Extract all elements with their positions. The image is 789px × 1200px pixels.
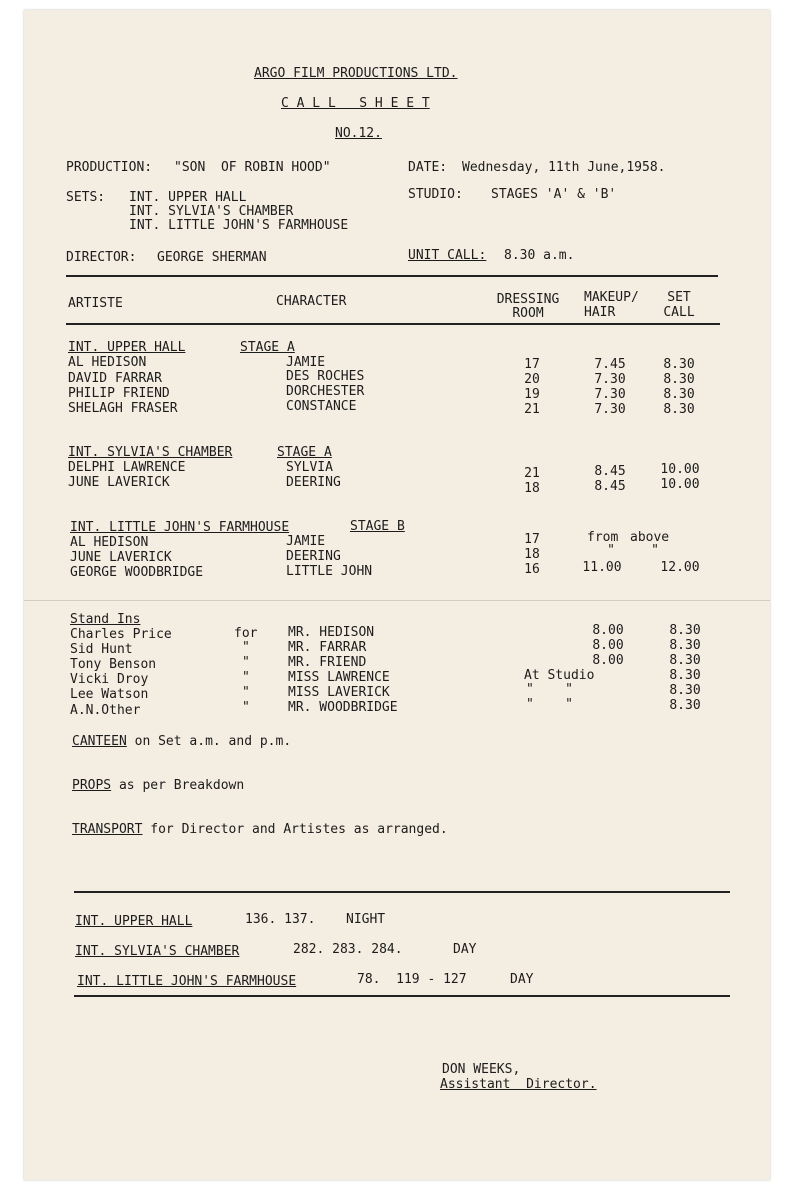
column-header-call: CALL [663, 305, 695, 320]
column-header-dressing: DRESSING [496, 292, 560, 307]
group-stage: STAGE B [350, 519, 405, 534]
dressing-room: 17 [524, 357, 540, 372]
group-heading: INT. SYLVIA'S CHAMBER [68, 445, 233, 460]
column-header-makeup: MAKEUP/ [584, 290, 639, 305]
signature-title: Assistant Director. [440, 1077, 597, 1092]
set-call-time: 8.30 [669, 668, 701, 683]
scene-numbers: 78. 119 - 127 [357, 972, 467, 987]
makeup-time: 8.00 [592, 623, 624, 638]
company-name: ARGO FILM PRODUCTIONS LTD. [254, 66, 458, 81]
scene-numbers: 136. 137. [245, 912, 316, 927]
note-text: on Set a.m. and p.m. [126, 734, 292, 749]
studio-value: STAGES 'A' & 'B' [491, 187, 617, 202]
character-name: JAMIE [286, 534, 326, 549]
scene-set: INT. LITTLE JOHN'S FARMHOUSE [77, 974, 297, 989]
note-canteen [72, 735, 291, 749]
makeup-time: 8.00 [592, 638, 624, 653]
column-header-room: ROOM [512, 306, 544, 321]
studio-label: STUDIO: [408, 187, 463, 202]
group-heading: INT. LITTLE JOHN'S FARMHOUSE [70, 520, 290, 535]
makeup-time: 8.45 [594, 464, 626, 479]
scene-time: DAY [453, 942, 477, 957]
character-name: SYLVIA [286, 460, 333, 475]
makeup-time: from [587, 530, 619, 545]
artiste-name: PHILIP FRIEND [68, 386, 170, 401]
set-call-time: 8.30 [663, 387, 695, 402]
date-label: DATE: [408, 160, 448, 175]
dressing-room: 17 [524, 532, 540, 547]
stand-in-target: MISS LAWRENCE [288, 670, 390, 685]
column-header-artiste: ARTISTE [68, 296, 123, 311]
artiste-name: DAVID FARRAR [68, 371, 162, 386]
set-call-time: 10.00 [660, 462, 700, 477]
sets-label: SETS: [66, 190, 106, 205]
set-call-time: 8.30 [663, 402, 695, 417]
set-call-time: 12.00 [660, 560, 700, 575]
set-call-time: 8.30 [669, 683, 701, 698]
dressing-room: 21 [524, 466, 540, 481]
group-stage: STAGE A [277, 445, 332, 460]
set-call-time: above [630, 530, 670, 545]
stand-in-name: A.N.Other [70, 703, 141, 718]
divider-line [66, 275, 718, 277]
dressing-room: 18 [524, 547, 540, 562]
set-item: INT. SYLVIA'S CHAMBER [129, 204, 294, 219]
artiste-name: JUNE LAVERICK [68, 475, 170, 490]
set-item: INT. LITTLE JOHN'S FARMHOUSE [129, 218, 349, 233]
set-call-time: 8.30 [669, 653, 701, 668]
artiste-name: GEORGE WOODBRIDGE [70, 565, 204, 580]
ditto-mark: " [242, 655, 250, 670]
dressing-room: 16 [524, 562, 540, 577]
group-stage: STAGE A [240, 340, 295, 355]
ditto-mark: " " [526, 697, 573, 712]
character-name: CONSTANCE [286, 399, 357, 414]
dressing-room: 18 [524, 481, 540, 496]
sheet-number: NO.12. [335, 126, 382, 141]
ditto-mark: " [242, 670, 250, 685]
set-call-time: 8.30 [669, 698, 701, 713]
note-text: as per Breakdown [111, 778, 245, 793]
column-header-character: CHARACTER [276, 294, 347, 309]
artiste-name: JUNE LAVERICK [70, 550, 172, 565]
note-key: CANTEEN [72, 734, 127, 749]
set-call-time: 8.30 [663, 372, 695, 387]
unit-call-label: UNIT CALL: [408, 248, 487, 263]
note-transport [72, 823, 448, 837]
document-title: C A L L S H E E T [281, 96, 430, 111]
character-name: JAMIE [286, 355, 326, 370]
stand-in-name: Tony Benson [70, 657, 157, 672]
production-label: PRODUCTION: [66, 160, 153, 175]
stand-in-name: Lee Watson [70, 687, 149, 702]
set-call-time: 8.30 [669, 623, 701, 638]
makeup-time: 7.30 [594, 387, 626, 402]
paper-fold-line [24, 600, 770, 601]
production-value: "SON OF ROBIN HOOD" [174, 160, 331, 175]
scene-time: DAY [510, 972, 534, 987]
makeup-time: 11.00 [582, 560, 622, 575]
dressing-room: 19 [524, 387, 540, 402]
stand-in-target: MR. FRIEND [288, 655, 367, 670]
artiste-name: DELPHI LAWRENCE [68, 460, 186, 475]
note-key: TRANSPORT [72, 822, 143, 837]
artiste-name: AL HEDISON [70, 535, 149, 550]
stand-in-target: MISS LAVERICK [288, 685, 390, 700]
set-call-time: 8.30 [669, 638, 701, 653]
stand-ins-heading: Stand Ins [70, 612, 141, 627]
character-name: DORCHESTER [286, 384, 365, 399]
ditto-mark: " [242, 700, 250, 715]
makeup-time: 7.45 [594, 357, 626, 372]
artiste-name: SHELAGH FRASER [68, 401, 178, 416]
makeup-time: 7.30 [594, 372, 626, 387]
note-key: PROPS [72, 778, 112, 793]
director-value: GEORGE SHERMAN [157, 250, 267, 265]
set-call-time: 10.00 [660, 477, 700, 492]
artiste-name: AL HEDISON [68, 355, 147, 370]
character-name: LITTLE JOHN [286, 564, 373, 579]
scene-numbers: 282. 283. 284. [293, 942, 403, 957]
stand-in-name: Sid Hunt [70, 642, 133, 657]
dressing-room: 20 [524, 372, 540, 387]
makeup-time: 8.00 [592, 653, 624, 668]
group-heading: INT. UPPER HALL [68, 340, 186, 355]
ditto-mark: " [242, 685, 250, 700]
scene-time: NIGHT [346, 912, 386, 927]
column-header-set: SET [667, 290, 691, 305]
stand-in-for: for [234, 626, 258, 641]
ditto-mark: " " [526, 682, 573, 697]
set-item: INT. UPPER HALL [129, 190, 247, 205]
note-props [72, 779, 244, 793]
unit-call-value: 8.30 a.m. [504, 248, 575, 263]
divider-line [74, 891, 730, 893]
stand-in-name: Vicki Droy [70, 672, 149, 687]
note-text: for Director and Artistes as arranged. [142, 822, 448, 837]
stand-in-target: MR. HEDISON [288, 625, 375, 640]
scene-set: INT. UPPER HALL [75, 914, 193, 929]
stand-in-target: MR. WOODBRIDGE [288, 700, 398, 715]
character-name: DES ROCHES [286, 369, 365, 384]
set-call-time: 8.30 [663, 357, 695, 372]
stand-in-target: MR. FARRAR [288, 640, 367, 655]
divider-line [66, 323, 720, 325]
makeup-time: 8.45 [594, 479, 626, 494]
character-name: DEERING [286, 549, 341, 564]
makeup-time: 7.30 [594, 402, 626, 417]
scene-set: INT. SYLVIA'S CHAMBER [75, 944, 240, 959]
ditto-mark: " [607, 543, 615, 558]
makeup-note: At Studio [524, 668, 595, 683]
divider-line [74, 995, 730, 997]
ditto-mark: " [651, 543, 659, 558]
call-sheet-paper [24, 10, 770, 1180]
director-label: DIRECTOR: [66, 250, 137, 265]
date-value: Wednesday, 11th June,1958. [462, 160, 666, 175]
signature-name: DON WEEKS, [442, 1062, 521, 1077]
column-header-hair: HAIR [584, 305, 616, 320]
character-name: DEERING [286, 475, 341, 490]
ditto-mark: " [242, 640, 250, 655]
stand-in-name: Charles Price [70, 627, 172, 642]
dressing-room: 21 [524, 402, 540, 417]
